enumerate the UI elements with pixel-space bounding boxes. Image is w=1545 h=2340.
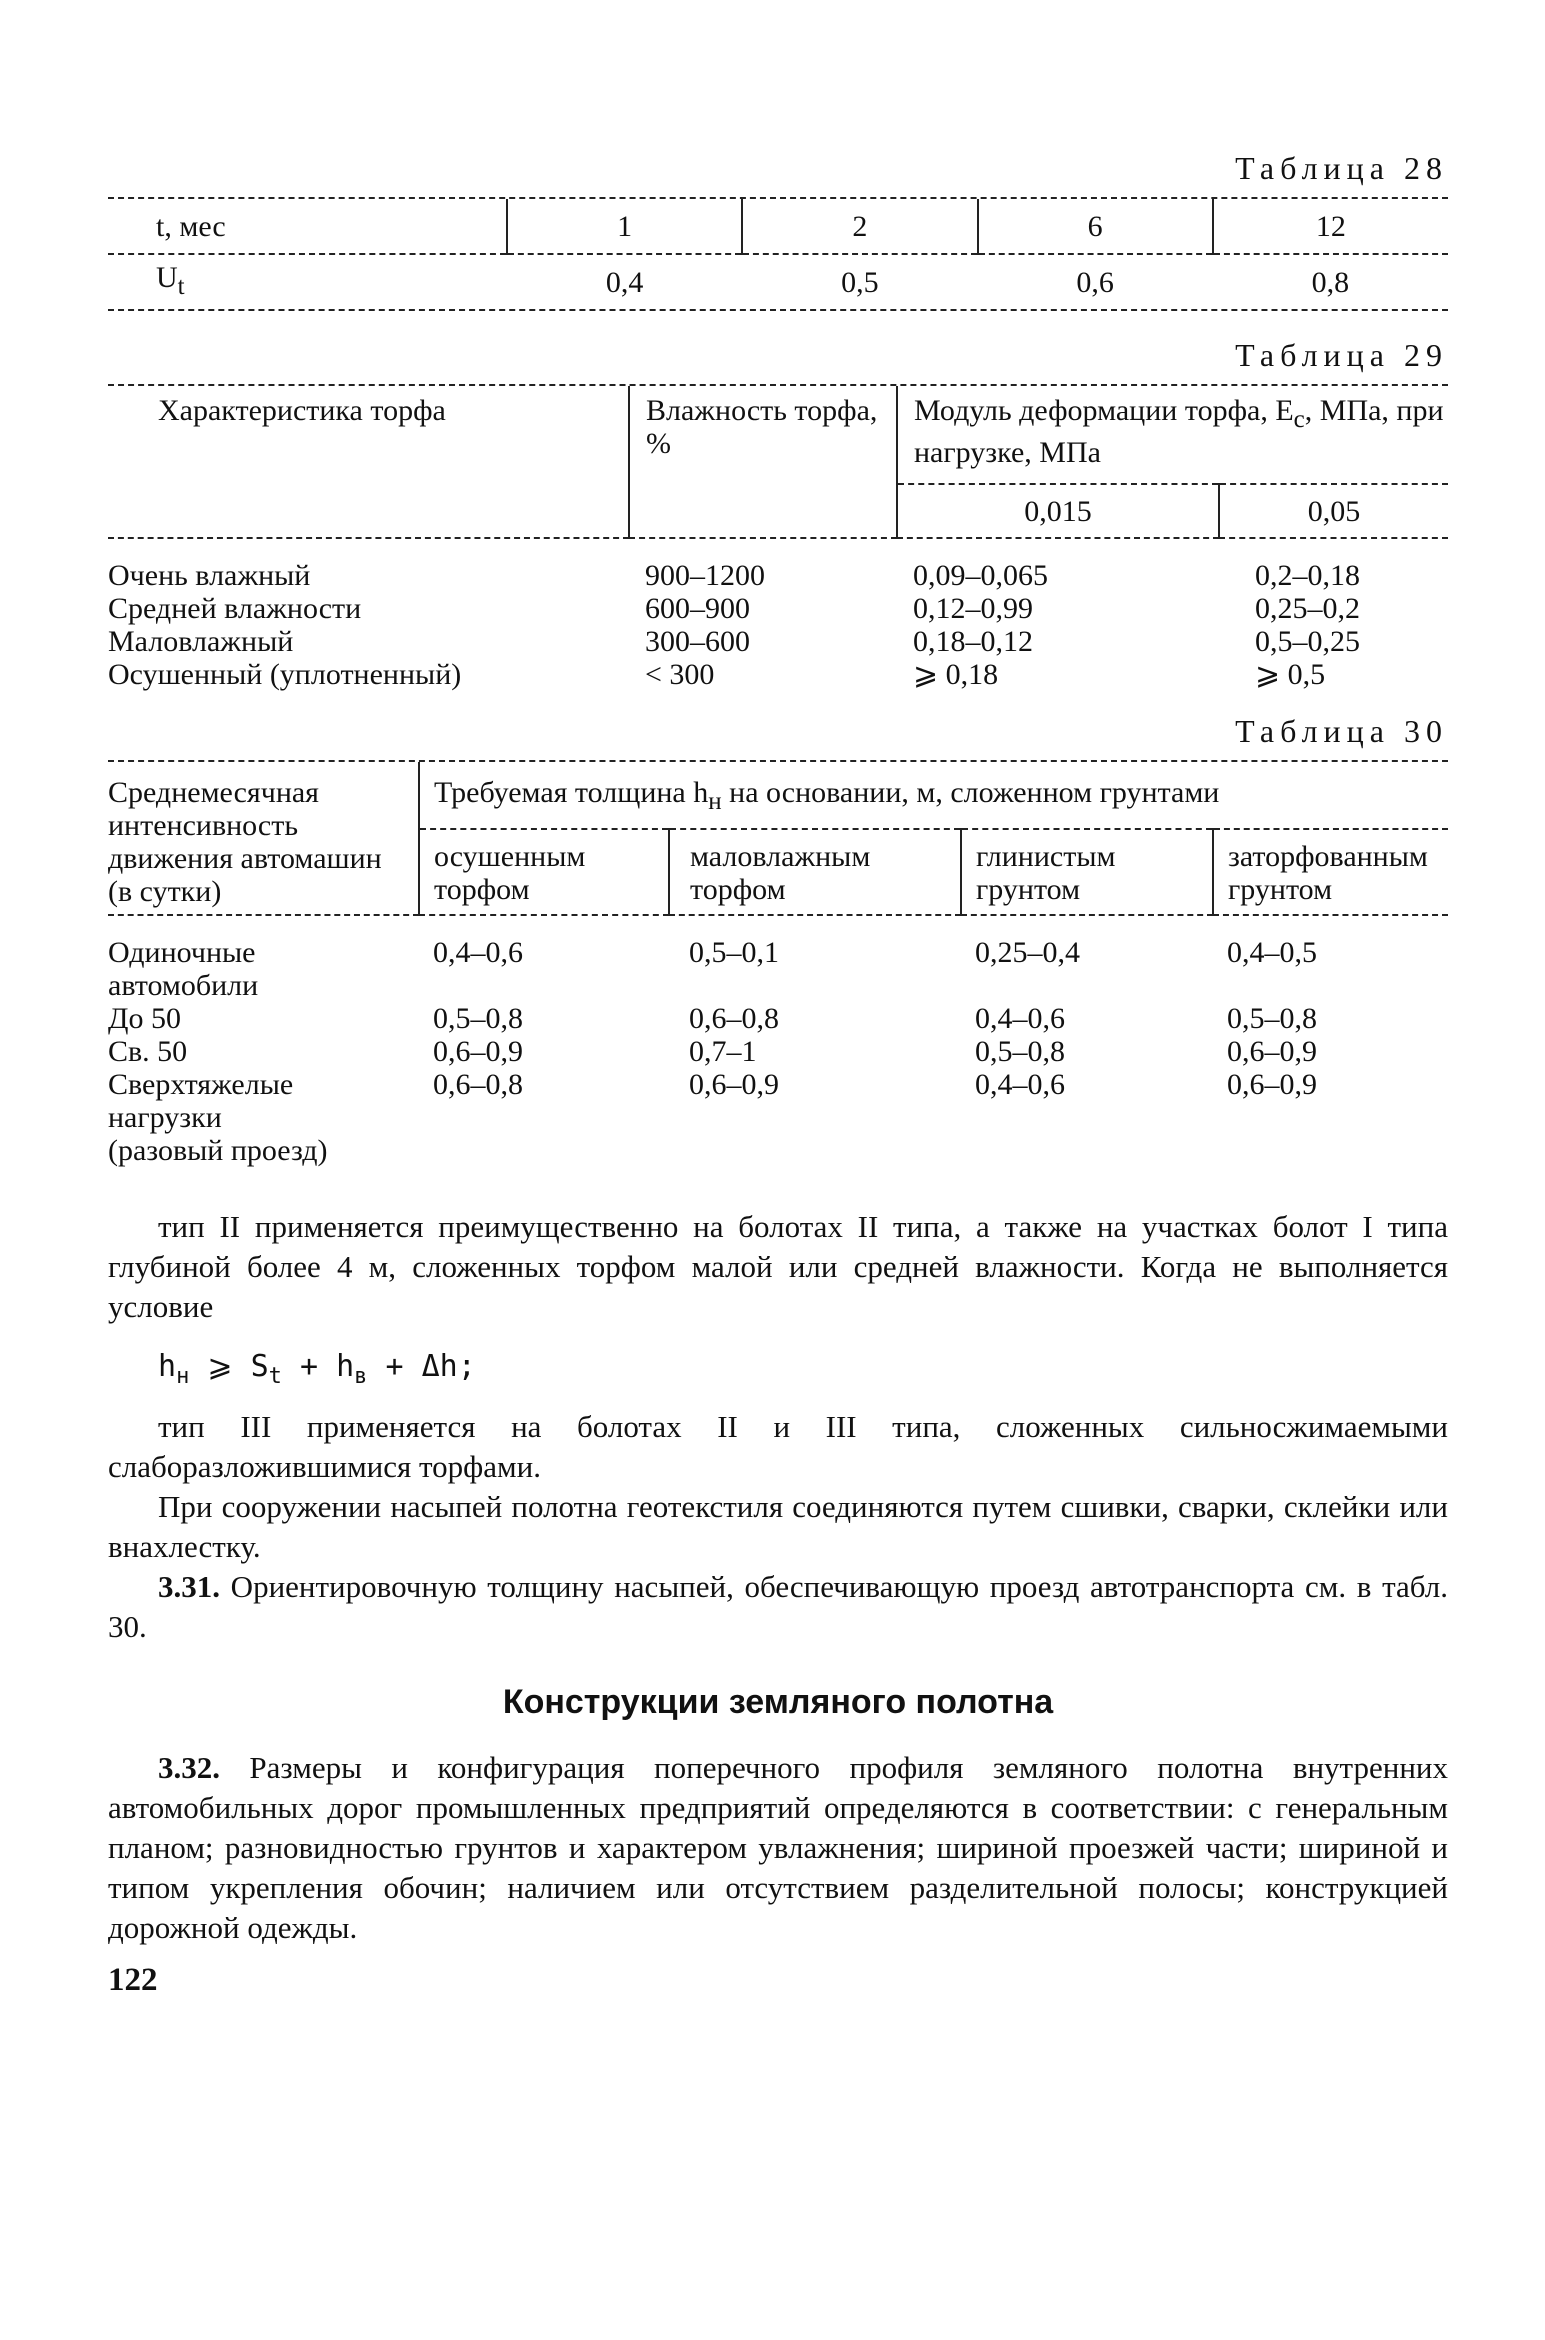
table-row: Осушенный (уплотненный) < 300 ⩾ 0,18 ⩾ 0,5 (108, 658, 1326, 691)
table-header-cell: Требуемая толщина $h_н$ на основании, м, сложенном грунтами (419, 762, 1448, 829)
table-header-cell: Модуль деформации торфа, $E_c$, МПа, при нагрузке, МПа (897, 386, 1448, 484)
table-cell: 1 (507, 199, 742, 254)
paragraph: 3.31. Ориентировочную толщину насыпей, обеспечивающую проезд автотранспорта см. в табл. 30. (108, 1569, 1448, 1644)
table-header-cell: заторфованным грунтом (1213, 829, 1448, 914)
table-header-cell: Среднемесячная интенсивность движения автомашин (в сутки) (108, 776, 382, 908)
table-cell: 2 (742, 199, 977, 254)
table-header-cell: маловлажным торфом (669, 829, 961, 914)
table-cell: 6 (978, 199, 1213, 254)
table-header-cell: глинистым грунтом (961, 829, 1213, 914)
table-cell: 0,5 (841, 265, 879, 299)
paragraph: тип III применяется на болотах II и III типа, сложенных сильносжимаемыми слаборазложившимися торфами. (108, 1409, 1448, 1484)
table-header-cell: осушенным торфом (419, 829, 669, 914)
table-28 (108, 197, 1448, 311)
table-header-cell: Характеристика торфа (158, 394, 446, 427)
section-heading: Конструкции земляного полотна (502, 1683, 1054, 1721)
table-row: Одиночные автомобили 0,4–0,6 0,5–0,1 0,25–0,4 0,4–0,5 (108, 936, 1317, 1002)
table-29 (108, 384, 1448, 691)
table-row: Очень влажный 900–1200 0,09–0,065 0,2–0,18 (108, 559, 1360, 592)
table-30 (108, 760, 1448, 1167)
table-row: Маловлажный 300–600 0,18–0,12 0,5–0,25 (108, 625, 1360, 658)
body-text (108, 1207, 1448, 1999)
table-cell: 0,4 (605, 265, 644, 299)
page (108, 150, 1448, 1999)
table-30-caption: Таблица 30 (1235, 713, 1448, 749)
table-header-cell: 0,05 (1219, 484, 1448, 537)
formula: $h_н$ ⩾ $S_t + h_в + \Delta h$; (158, 1349, 476, 1389)
table-header-cell: 0,015 (897, 484, 1219, 537)
table-cell: $U_t$ (156, 261, 185, 300)
table-row: Сверхтяжелые нагрузки (разовый проезд) 0,6–0,8 0,6–0,9 0,4–0,6 0,6–0,9 (108, 1068, 1317, 1167)
table-cell: 0,6 (1076, 265, 1114, 299)
table-row: До 50 0,5–0,8 0,6–0,8 0,4–0,6 0,5–0,8 (108, 1002, 1317, 1035)
paragraph: При сооружении насыпей полотна геотекстиля соединяются путем сшивки, сварки, склейки или внахлестку. (108, 1489, 1448, 1564)
page-number: 122 (108, 1962, 158, 1998)
table-cell: 12 (1213, 199, 1448, 254)
table-row: Св. 50 0,6–0,9 0,7–1 0,5–0,8 0,6–0,9 (108, 1035, 1317, 1068)
table-29-caption: Таблица 29 (1235, 337, 1448, 373)
paragraph: 3.32. Размеры и конфигурация поперечного профиля земляного полотна внутренних автомобильных дорог промышленных предприятий определяются в соответствии: с генеральным планом; разновидностью грунтов и характером увлажнения; шириной проезжей части; шириной и типом укрепления обочин; наличием или отсутствием разделительной полосы; конструкцией дорожной одежды. (108, 1750, 1448, 1945)
table-cell: t, мес (108, 199, 507, 254)
table-row: Средней влажности 600–900 0,12–0,99 0,25–0,2 (108, 592, 1360, 625)
table-cell: 0,8 (1311, 265, 1350, 299)
paragraph: тип II применяется преимущественно на болотах II типа, а также на участках болот I типа глубиной более 4 м, сложенных торфом малой или средней влажности. Когда не выполняется условие (108, 1209, 1448, 1324)
table-header-cell: Влажность торфа, % (629, 386, 897, 537)
table-28-caption: Таблица 28 (1235, 150, 1448, 186)
